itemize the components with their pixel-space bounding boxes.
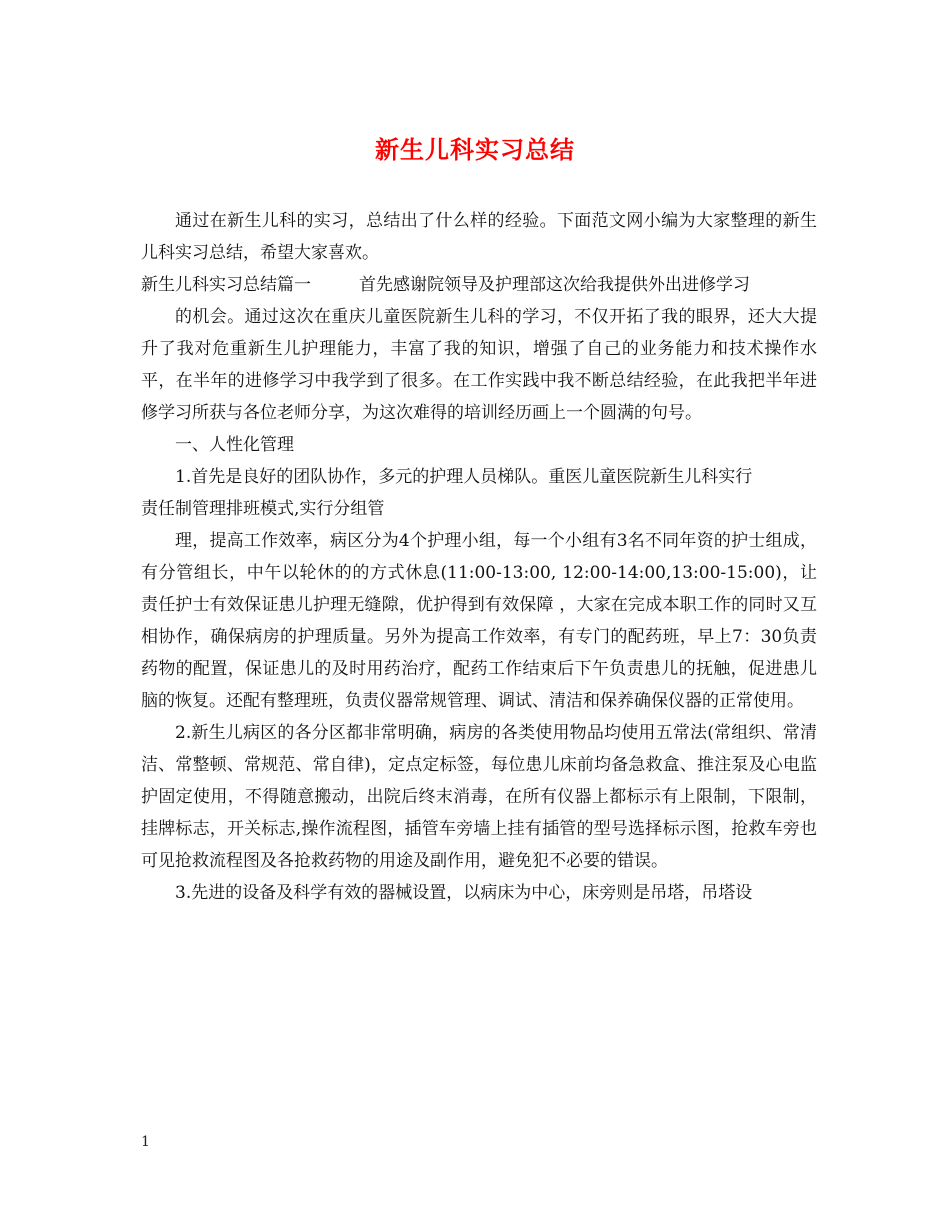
document-body: [141, 205, 817, 909]
paragraph-1: 的机会。通过这次在重庆儿童医院新生儿科的学习，不仅开拓了我的眼界，还大大提升了我对危重新生儿护理能力，丰富了我的知识，增强了自己的业务能力和技术操作水平，在半年的进修学习中我学到了很多。在工作实践中我不断总结经验，在此我把半年进修学习所获与各位老师分享，为这次难得的培训经历画上一个圆满的句号。: [141, 307, 817, 423]
paragraph-4: 理，提高工作效率，病区分为4个护理小组，每一个小组有3名不同年资的护士组成，有分管组长，中午以轮休的的方式休息(11:00-13:00, 12:00-14:00,13:00-15:00)，让责任护士有效保证患儿护理无缝隙，优护得到有效保障 ，大家在完成本职工作的同时又互相协作，确保病房的护理质量。另外为提高工作效率，有专门的配药班，早上7：30负责药物的配置，保证患儿的及时用药治疗，配药工作结束后下午负责患儿的抚触，促进患儿脑的恢复。还配有整理班，负责仪器常规管理、调试、清洁和保养确保仪器的正常使用。: [141, 531, 817, 711]
paragraph-6: 3.先进的设备及科学有效的器械设置，以病床为中心，床旁则是吊塔，吊塔设: [175, 883, 753, 903]
document-title: 新生儿科实习总结: [375, 135, 575, 164]
paragraph-5: 2.新生儿病区的各分区都非常明确，病房的各类使用物品均使用五常法(常组织、常清洁、常整顿、常规范、常自律)，定点定标签，每位患儿床前均备急救盒、推注泵及心电监护固定使用，不得随意搬动，出院后终末消毒，在所有仪器上都标示有上限制，下限制，挂牌标志，开关标志,操作流程图，插管车旁墙上挂有插管的型号选择标示图，抢救车旁也可见抢救流程图及各抢救药物的用途及副作用，避免犯不必要的错误。: [141, 723, 817, 871]
section-label: 新生儿科实习总结篇一: [141, 275, 311, 295]
paragraph-2: 1.首先是良好的团队协作，多元的护理人员梯队。重医儿童医院新生儿科实行: [175, 467, 753, 487]
heading-1: 一、人性化管理: [175, 435, 294, 455]
paragraph-3: 责任制管理排班模式,实行分组管: [141, 499, 385, 519]
section-line: [141, 269, 817, 301]
section-lead: 首先感谢院领导及护理部这次给我提供外出进修学习: [359, 275, 750, 295]
intro-paragraph: 通过在新生儿科的实习，总结出了什么样的经验。下面范文网小编为大家整理的新生儿科实习总结，希望大家喜欢。: [141, 211, 817, 263]
page-number: 1: [141, 1134, 150, 1150]
